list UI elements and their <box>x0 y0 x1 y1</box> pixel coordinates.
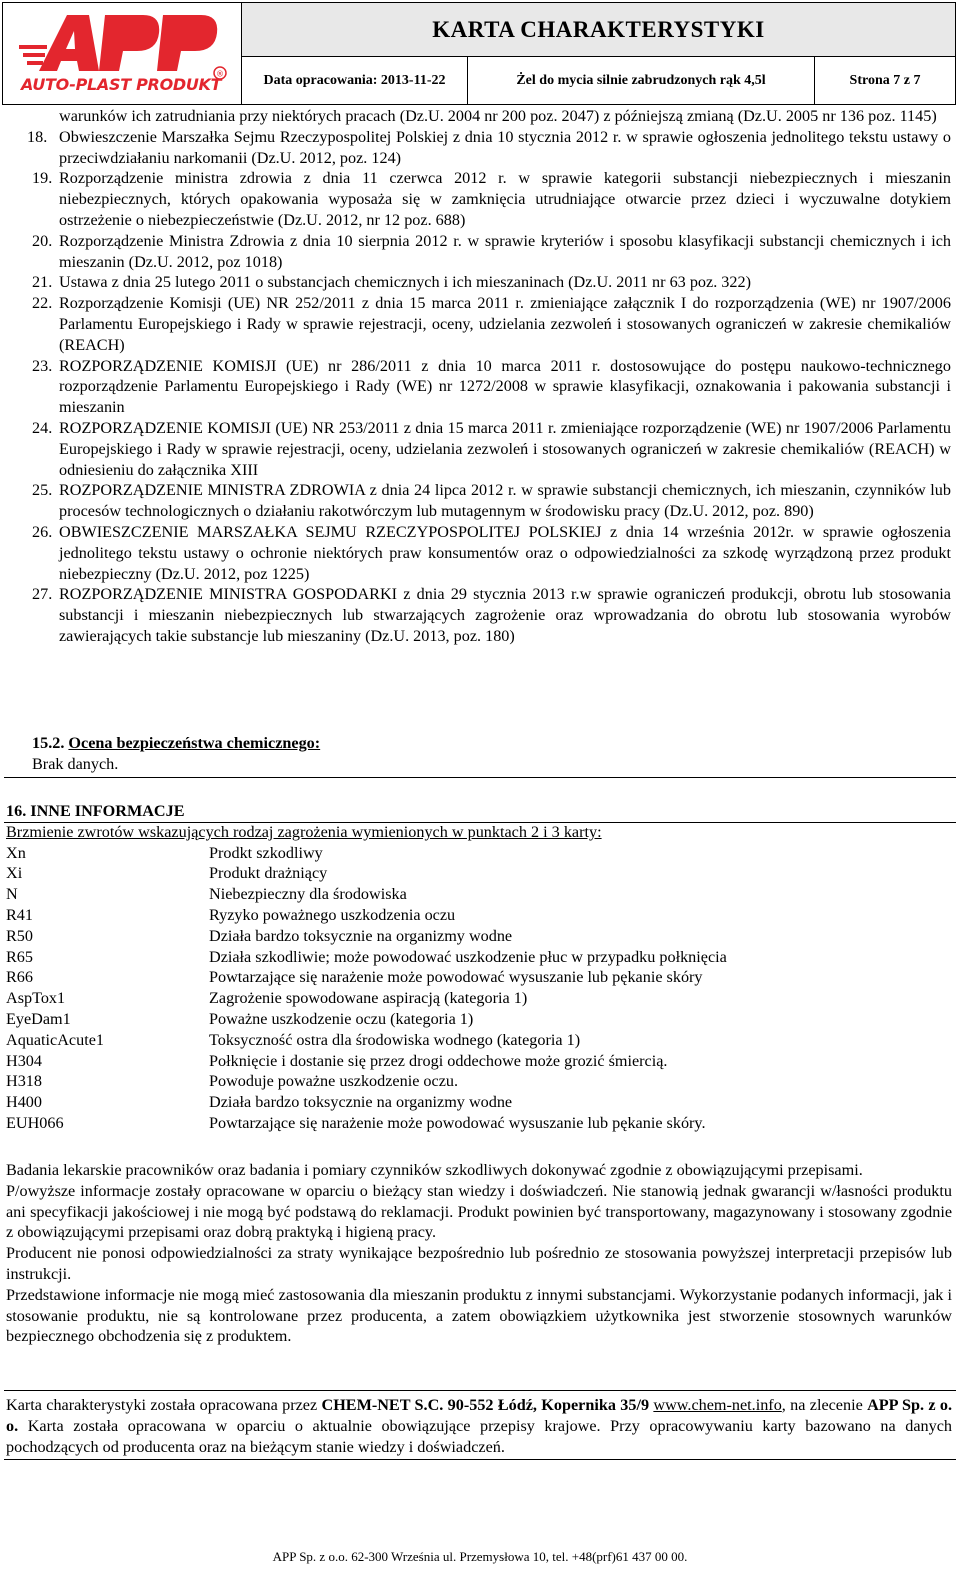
section-divider <box>4 1390 956 1391</box>
note-paragraph: Przedstawione informacje nie mogą mieć zastosowania dla mieszanin produktu z innymi substancjami. Wykorzystanie podanych informacji, jak i stosowanie produktu, nie są kontrolowane przez producenta, a zatem obowiązkiem użytkownika jest stworzenie stosownych warunków bezpiecznego obchodzenia się z produktem. <box>6 1285 952 1346</box>
regulation-item: 24. ROZPORZĄDZENIE KOMISJI (UE) NR 253/2011 z dnia 15 marca 2011 r. zmieniające rozporządzenie (WE) nr 1907/2006 Parlamentu Europejskiego i Rady w sprawie rejestracji, oceny, udzielania zezwoleń i stosowanych ograniczeń w zakresie chemikaliów (REACH) w odniesieniu do załącznika XIII <box>32 418 951 479</box>
section-subtitle: Brzmienie zwrotów wskazujących rodzaj zagrożenia wymienionych w punktach 2 i 3 karty: <box>6 822 602 841</box>
section-16 <box>6 801 952 1134</box>
hazard-code: EUH066 <box>6 1113 64 1132</box>
section-divider <box>4 777 956 778</box>
section-body: Brak danych. <box>32 754 119 773</box>
regulation-item: 22. Rozporządzenie Komisji (UE) NR 252/2011 z dnia 15 marca 2011 r. zmieniające załącznik I do rozporządzenia (WE) nr 1907/2006 Parlamentu Europejskiego i Rady w sprawie rejestracji, oceny, udzielania zezwoleń i stosowanych ograniczeń w zakresie chemikaliów (REACH) <box>32 294 951 354</box>
regulation-item: 25. ROZPORZĄDZENIE MINISTRA ZDROWIA z dnia 24 lipca 2012 r. w sprawie substancji chemicznych, ich mieszanin, czynników lub procesów technologicznych o działaniu rakotwórczym lub mutagennym w środowisku pracy (Dz.U. 2012, poz. 890) <box>32 481 951 521</box>
section-15-2 <box>32 733 320 775</box>
document-title: KARTA CHARAKTERYSTYKI <box>242 3 955 57</box>
hazard-code: N <box>6 885 18 904</box>
regulation-item: 19. Rozporządzenie ministra zdrowia z dnia 11 czerwca 2012 r. w sprawie kategorii substancji niebezpiecznych i mieszanin niebezpiecznych, których opakowania wyposaża się w zamknięcia utrudniające otwarcie przez dzieci i wyczuwalne dotykiem ostrzeżenie o niebezpieczeństwie (Dz.U. 2012, nr 12 poz. 688) <box>32 169 951 229</box>
hazard-code: H318 <box>6 1072 42 1091</box>
note-paragraph: P/owyższe informacje zostały opracowane w oparciu o bieżący stan wiedzy i doświadczeń. Nie stanowią jednak gwarancji w/łasności produktu ani specyfikacji jakościowej i nie mogą być podstawą do reklamacji. Produkt powinien być transportowany, magazynowany i stosowany zgodnie z obowiązującymi przepisami oraz dobrą praktyką i higieną pracy. <box>6 1181 952 1242</box>
hazard-description: Toksyczność ostra dla środowiska wodnego (kategoria 1) <box>209 1030 581 1049</box>
hazard-code-row <box>6 1030 952 1051</box>
preparer-website-link[interactable]: www.chem-net.info <box>653 1396 782 1414</box>
hazard-code: R66 <box>6 968 33 987</box>
section-title: Ocena bezpieczeństwa chemicznego: <box>68 734 321 752</box>
hazard-code-row <box>6 1051 952 1072</box>
company-logo <box>3 3 242 104</box>
hazard-code: AspTox1 <box>6 989 66 1008</box>
registered-mark: ® <box>216 69 224 79</box>
regulation-item: 21. Ustawa z dnia 25 lutego 2011 o substancjach chemicznych i ich mieszaninach (Dz.U. 2011 nr 63 poz. 322) <box>32 273 751 292</box>
hazard-code-row <box>6 863 952 884</box>
hazard-description: Niebezpieczny dla środowiska <box>209 885 407 904</box>
hazard-code-row <box>6 947 952 968</box>
hazard-code-row <box>6 1009 952 1030</box>
hazard-description: Powoduje poważne uszkodzenie oczu. <box>209 1072 459 1091</box>
section-divider <box>4 822 956 823</box>
regulation-item: 26. OBWIESZCZENIE MARSZAŁKA SEJMU RZECZYPOSPOLITEJ POLSKIEJ z dnia 14 września 2012r. w sprawie ogłoszenia jednolitego tekstu ustawy o ochronie niektórych praw konsumentów oraz o odpowiedzialności za szkodę wyrządzoną przez produkt niebezpieczny (Dz.U. 2012, poz 1225) <box>32 522 951 583</box>
product-name: Żel do mycia silnie zabrudzonych rąk 4,5l <box>468 57 815 104</box>
logo-subtitle: AUTO-PLAST PRODUKT <box>21 75 222 94</box>
hazard-description: Działa bardzo toksycznie na organizmy wodne <box>209 1093 513 1112</box>
hazard-code: R41 <box>6 905 33 924</box>
client-company: APP Sp. z o. o. <box>6 1396 953 1435</box>
note-paragraph: Producent nie ponosi odpowiedzialności za straty wynikające bezpośrednio lub pośrednio ze stosowania powyższej interpretacji przepisów lub instrukcji. <box>6 1244 952 1283</box>
section-divider <box>4 1459 956 1460</box>
hazard-code-row <box>6 1092 952 1113</box>
hazard-description: Powtarzające się narażenie może powodować wysuszanie lub pękanie skóry <box>209 968 703 987</box>
hazard-codes-list <box>6 843 952 1134</box>
hazard-code-row <box>6 967 952 988</box>
section-number: 15.2. <box>32 734 65 752</box>
hazard-code: Xi <box>6 864 23 883</box>
hazard-code: Xn <box>6 843 26 862</box>
regulation-item: 27. ROZPORZĄDZENIE MINISTRA GOSPODARKI z dnia 29 stycznia 2013 r.w sprawie ograniczeń produkcji, obrotu lub stosowania substancji i mieszanin niebezpiecznych lub stwarzających zagrożenie oraz wprowadzania do obrotu lub stosowania wyrobów zawierających takie substancje lub mieszaniny (Dz.U. 2013, poz. 180) <box>32 585 951 645</box>
hazard-code-row <box>6 843 952 864</box>
hazard-code: R65 <box>6 947 33 966</box>
hazard-code-row <box>6 905 952 926</box>
hazard-code: AquaticAcute1 <box>6 1030 104 1049</box>
hazard-description: Powtarzające się narażenie może powodować wysuszanie lub pękanie skóry. <box>209 1113 706 1132</box>
hazard-code-row <box>6 926 952 947</box>
hazard-code-row <box>6 1113 952 1134</box>
preparation-date: Data opracowania: 2013-11-22 <box>242 57 468 104</box>
regulation-item: warunków ich zatrudniania przy niektórych pracach (Dz.U. 2004 nr 200 poz. 2047) z późniejszą zmianą (Dz.U. 2005 nr 136 poz. 1145) <box>59 107 937 125</box>
hazard-code-row <box>6 988 952 1009</box>
hazard-code: H400 <box>6 1093 42 1112</box>
hazard-code-row <box>6 884 952 905</box>
hazard-description: Ryzyko poważnego uszkodzenia oczu <box>209 905 456 924</box>
hazard-description: Prodkt szkodliwy <box>209 843 323 862</box>
note-paragraph: Badania lekarskie pracowników oraz badania i pomiary czynników szkodliwych dokonywać zgodnie z obowiązującymi przepisami. <box>6 1161 863 1179</box>
hazard-code-row <box>6 1071 952 1092</box>
regulation-item: 18. Obwieszczenie Marszałka Sejmu Rzeczypospolitej Polskiej z dnia 10 stycznia 2012 r. w sprawie ogłoszenia jednolitego tekstu ustawy o przeciwdziałaniu narkomanii (Dz.U. 2012, poz. 124) <box>27 127 951 167</box>
hazard-description: Zagrożenie spowodowane aspiracją (kategoria 1) <box>209 989 528 1008</box>
page-footer: APP Sp. z o.o. 62-300 Września ul. Przemysłowa 10, tel. +48(prf)61 437 00 00. <box>272 1549 688 1564</box>
regulation-item: 20. Rozporządzenie Ministra Zdrowia z dnia 10 sierpnia 2012 r. w sprawie kryteriów i sposobu klasyfikacji substancji chemicznych i ich mieszanin (Dz.U. 2012, poz 1018) <box>32 231 951 271</box>
hazard-description: Poważne uszkodzenie oczu (kategoria 1) <box>209 1009 474 1028</box>
additional-notes <box>6 1160 952 1347</box>
section-title: 16. INNE INFORMACJE <box>6 802 185 820</box>
preparer-company: CHEM-NET S.C. 90-552 Łódź, Kopernika 35/9 <box>321 1396 650 1414</box>
regulations-list <box>27 106 951 647</box>
hazard-code: R50 <box>6 926 33 945</box>
document-header <box>2 2 956 105</box>
page-number: Strona 7 z 7 <box>849 72 921 88</box>
prepared-by: Karta charakterystyki została opracowana przez CHEM-NET S.C. 90-552 Łódź, Kopernika 35/9 www.chem-net.info, na zlecenie APP Sp. z o. o. Karta została opracowana w oparciu o aktualnie obowiązujące przepisy krajowe. Przy opracowywaniu karty bazowano na danych pochodzących od producenta oraz na bieżącym stanie wiedzy i doświadczeń. <box>6 1396 953 1456</box>
hazard-description: Produkt drażniący <box>209 864 328 883</box>
hazard-code: H304 <box>6 1051 42 1070</box>
hazard-description: Działa szkodliwie; może powodować uszkodzenie płuc w przypadku połknięcia <box>209 947 727 966</box>
regulation-item: 23. ROZPORZĄDZENIE KOMISJI (UE) nr 286/2011 z dnia 10 marca 2011 r. dostosowujące do postępu naukowo-technicznego rozporządzenie Parlamentu Europejskiego i Rady (WE) nr 1272/2008 w sprawie klasyfikacji, oznakowania i pakowania substancji i mieszanin <box>32 356 951 417</box>
hazard-description: Połknięcie i dostanie się przez drogi oddechowe może grozić śmiercią. <box>209 1051 668 1070</box>
hazard-description: Działa bardzo toksycznie na organizmy wodne <box>209 926 513 945</box>
hazard-code: EyeDam1 <box>6 1009 71 1028</box>
